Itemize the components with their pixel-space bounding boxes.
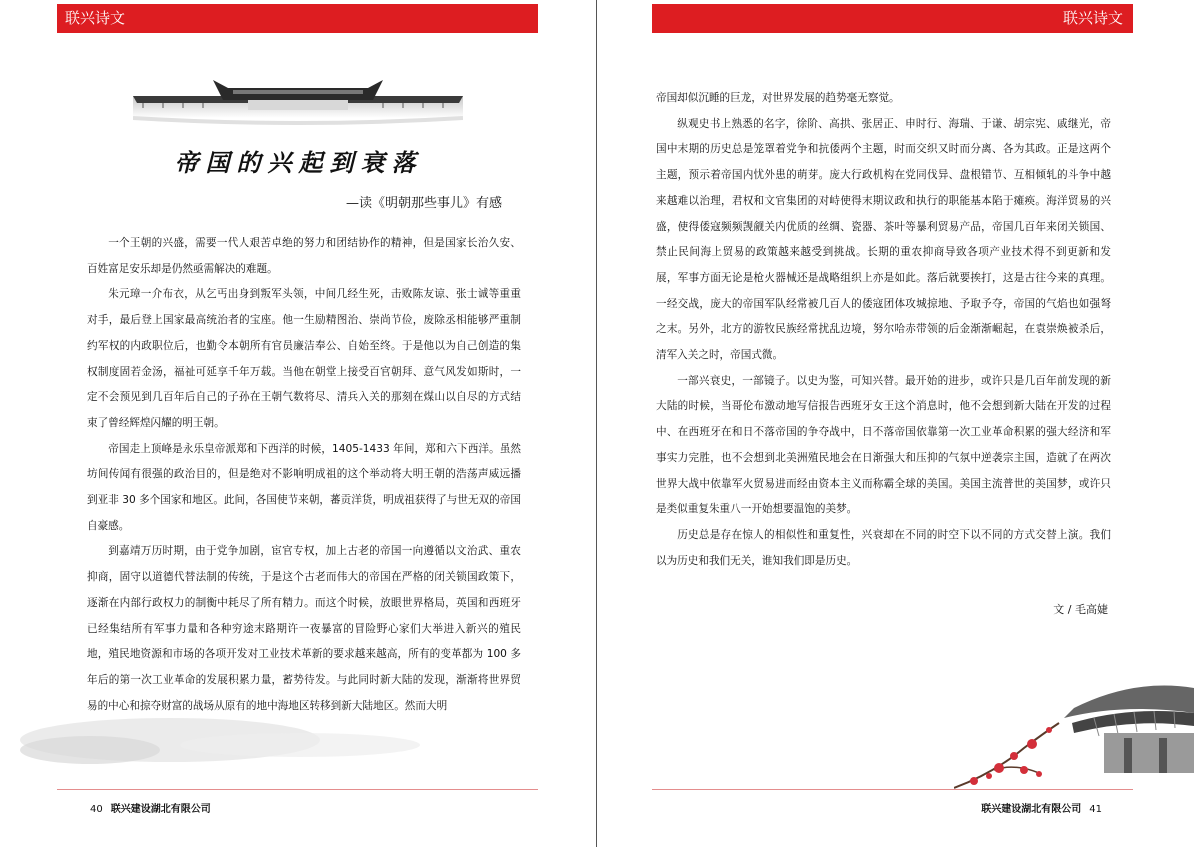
author-credit: 文 / 毛高婕	[1053, 603, 1108, 616]
left-footer	[82, 800, 211, 815]
right-footer	[981, 800, 1110, 815]
right-paragraph-4: 历史总是存在惊人的相似性和重复性，兴衰却在不同的时空下以不同的方式交替上演。我们以为历史和我们无关，谁知我们即是历史。	[656, 528, 1111, 567]
right-body-text	[656, 86, 1111, 574]
page-number: 41	[1089, 804, 1102, 815]
right-footer-line	[652, 789, 1133, 790]
right-page	[597, 0, 1194, 847]
left-paragraph-4: 到嘉靖万历时期，由于党争加剧，宦官专权，加上古老的帝国一向遵循以文治武、重农抑商，固守以道德代替法制的传统，于是这个古老而伟大的帝国在严格的闭关锁国政策下，逐渐在内部行政权力的制衡中耗尽了所有精力。而这个时候，放眼世界格局，英国和西班牙已经集结所有军事力量和各种穷途末路期许一夜暴富的冒险野心家们大举进入新兴的殖民地，殖民地资源和市场的各项开发对工业技术革新的要求越来越高，所有的变革都为 100 多年后的第一次工业革命的发展积累力量，蓄势待发。与此同时新大陆的发现，渐渐将世界贸易的中心和掠夺财富的战场从原有的地中海地区转移到新大陆地区。然而大明	[87, 545, 521, 712]
roof-illustration	[133, 78, 463, 128]
left-paragraph-1: 一个王朝的兴盛，需要一代人艰苦卓绝的努力和团结协作的精神，但是国家长治久安、百姓富足安乐却是仍然亟需解决的难题。	[87, 237, 521, 275]
article-title: 帝国的兴起到衰落	[174, 148, 423, 177]
left-paragraph-3: 帝国走上顶峰是永乐皇帝派郑和下西洋的时候，1405-1433 年间，郑和六下西洋。虽然坊间传闻有很强的政治目的，但是绝对不影响明成祖的这个举动将大明王朝的浩荡声威远播到亚非 30 多个国家和地区。此间，各国使节来朝，蕃贡洋货，明成祖获得了与世无双的帝国自豪感。	[87, 442, 521, 532]
corner-roof-plum-illustration	[954, 678, 1194, 793]
right-paragraph-3: 一部兴衰史，一部镜子。以史为鉴，可知兴替。最开始的进步，或许只是几百年前发现的新大陆的时候，当哥伦布激动地写信报告西班牙女王这个消息时，他不会想到新大陆在开发的过程中、在西班牙在和日不落帝国的争夺战中，日不落帝国依靠第一次工业革命积累的强大经济和军事实力完胜，也不会想到北美洲殖民地会在日渐强大和压抑的气氛中逆袭宗主国，造就了在两次世界大战中依靠军火贸易进而经由资本主义而称霸全球的美国。美国主流普世的美国梦，或许只是类似重复朱重八一开始想要温饱的美梦。	[656, 374, 1111, 516]
left-body-text	[87, 231, 521, 719]
footer-company: 联兴建设湖北有限公司	[110, 804, 211, 815]
article-subtitle: —读《明朝那些事儿》有感	[345, 196, 502, 211]
page-number: 40	[90, 804, 103, 815]
left-header-bar: 联兴诗文	[57, 4, 538, 33]
footer-company: 联兴建设湖北有限公司	[981, 804, 1082, 815]
left-paragraph-2: 朱元璋一介布衣，从乞丐出身到叛军头领，中间几经生死，击败陈友谅、张士诚等重重对手，最后登上国家最高统治者的宝座。他一生励精图治、崇尚节俭，废除丞相能够严重制约军权的内政职位后，也勤令本朝所有官员廉洁奉公、自始至终。于是他以为自己创造的集权制度固若金汤，福祉可延享千年万载。当他在朝堂上接受百官朝拜、意气风发如斯时，一定不会预见到几百年后自己的子孙在王朝气数将尽、清兵入关的那刻在煤山以自尽的方式结束了曾经辉煌闪耀的明王朝。	[87, 288, 521, 429]
left-footer-line	[57, 789, 538, 790]
right-paragraph-1: 帝国却似沉睡的巨龙，对世界发展的趋势毫无察觉。	[656, 92, 900, 104]
right-paragraph-2: 纵观史书上熟悉的名字，徐阶、高拱、张居正、申时行、海瑞、于谦、胡宗宪、戚继光，帝国中末期的历史总是笼罩着党争和抗倭两个主题，时而交织又时而分离、各为其政。正是这两个主题，预示着帝国内忧外患的萌芽。庞大行政机构在党同伐异、盘根错节、互相倾轧的斗争中越来越难以治理，君权和文官集团的对峙使得末期议政和执行的职能基本陷于瘫痪。海洋贸易的兴盛，使得倭寇频频觊觎关内优质的丝绸、瓷器、茶叶等暴利贸易产品，帝国几百年来闭关锁国、禁止民间海上贸易的政策越来越受到挑战。长期的重农抑商导致各项产业技术得不到更新和发展，军事方面无论是枪火器械还是战略组织上亦是如此。落后就要挨打，这是古往今来的真理。一经交战，庞大的帝国军队经常被几百人的倭寇团体攻城掠地、予取予夺，帝国的气焰也如强弩之末。另外，北方的游牧民族经常扰乱边境，努尔哈赤带领的后金渐渐崛起，在袁崇焕被杀后，清军入关之时，帝国式微。	[656, 117, 1111, 362]
right-header-bar: 联兴诗文	[652, 4, 1133, 33]
